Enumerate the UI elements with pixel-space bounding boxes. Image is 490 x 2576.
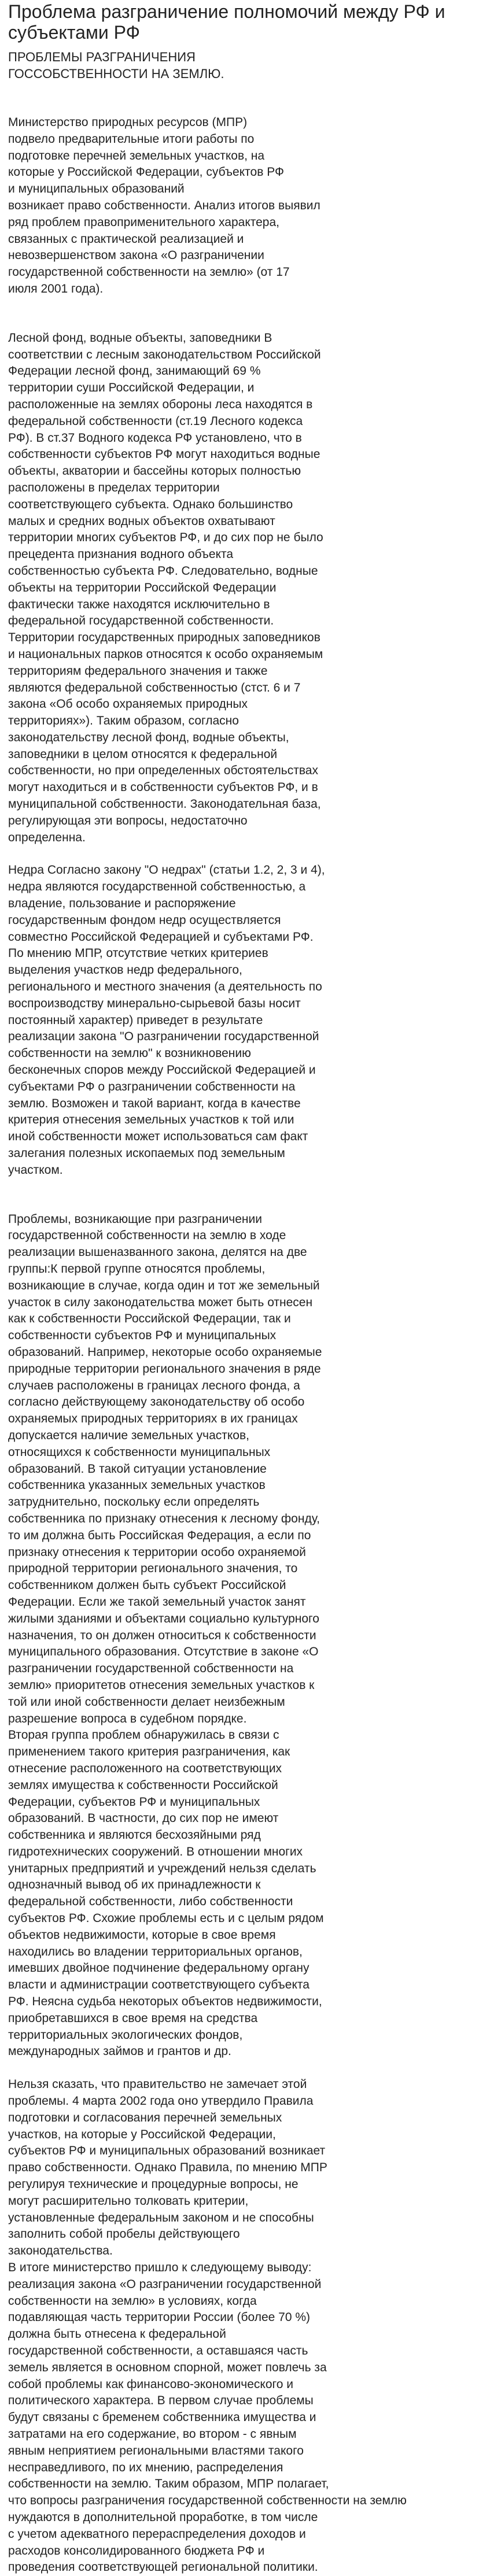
- spacer: [8, 82, 490, 98]
- article-subtitle: ПРОБЛЕМЫ РАЗГРАНИЧЕНИЯ ГОССОБСТВЕННОСТИ НА ЗЕМЛЮ.: [8, 50, 224, 81]
- paragraph-problem-groups: Проблемы, возникающие при разграничении государственной собственности на землю в ходе реализации вышеназванного закона, делятся на две группы:К первой группе относятся проблемы, возникающие в случае, когда один и тот же земельный участок в силу законодательства может быть отнесен как к собственности Российской Федерации, так и собственности субъектов РФ и муниципальных образований. Например, некоторые особо охраняемые природные территории регионального значения в ряде случаев расположены в границах лесного фонда, а согласно действующему законодательству об особо охраняемых природных территориях в их границах допускается наличие земельных участков, относящихся к собственности муниципальных образований. В такой ситуации установление собственника указанных земельных участков затруднительно, поскольку если определять собственника по признаку отнесения к лесному фонду, то им должна быть Российская Федерация, а если по признаку отнесения к территории особо охраняемой природной территории регионального значения, то собственником должен быть субъект Российской Федерации. Если же такой земельный участок занят жилыми зданиями и объектами социально культурного назначения, то он должен относиться к собственности муниципального образования. Отсутствие в законе «О разграничении государственной собственности на землю» приоритетов отнесения земельных участков к той или иной собственности делает неизбежным разрешение вопроса в судебном порядке. Вторая группа проблем обнаружилась в связи с применением такого критерия разграничения, как отнесение расположенного на соответствующих землях имущества к собственности Российской Федерации, субъектов РФ и муниципальных образований. В частности, до сих пор не имеют собственника и являются бесхозяйными ряд гидротехнических сооружений. В отношении многих унитарных предприятий и учреждений нельзя сделать однозначный вывод об их принадлежности к федеральной собственности, либо собственности субъектов РФ. Схожие проблемы есть и с целым рядом объектов недвижимости, которые в свое время находились во владении территориальных органов, имевших двойное подчинение федеральному органу власти и администрации соответствующего субъекта РФ. Неясна судьба некоторых объектов недвижимости, приобретавшихся в свое время на средства территориальных экологических фондов, международных займов и грантов и др.: [8, 1212, 324, 2058]
- paragraph-subsoil: Недра Согласно закону "О недрах" (статьи 1.2, 2, 3 и 4), недра являются государственной собственностью, а владение, пользование и распоряжение государственным фондом недр осуществляется совместно Российской Федерацией и субъектами РФ. По мнению МПР, отсутствие четких критериев выделения участков недр федерального, регионального и местного значения (а деятельность по воспроизводству минерально-сырьевой базы носит постоянный характер) приведет в результате реализации закона "О разграничении государственной собственности на землю" к возникновению бесконечных споров между Российской Федерацией и субъектами РФ о разграничении собственности на землю. Возможен и такой вариант, когда в качестве критерия отнесения земельных участков к той или иной собственности может использоваться сам факт залегания полезных ископаемых под земельным участком.: [8, 863, 325, 1177]
- spacer: [8, 98, 490, 114]
- spacer: [8, 1179, 490, 1195]
- spacer: [8, 314, 490, 330]
- spacer: [8, 298, 490, 314]
- paragraph-conclusion: Нельзя сказать, что правительство не замечает этой проблемы. 4 марта 2002 года оно утвердило Правила подготовки и согласования перечней земельных участков, на которые у Российской Федерации, субъектов РФ и муниципальных образований возникает право собственности. Однако Правила, по мнению МПР регулируя технические и процедурные вопросы, не могут расширительно толковать критерии, установленные федеральным законом и не способны заполнить собой пробелы действующего законодательства. В итоге министерство пришло к следующему выводу: реализация закона «О разграничении государственной собственности на землю» в условиях, когда подавляющая часть территории России (более 70 %) должна быть отнесена к федеральной государственной собственности, а оставшаяся часть земель является в основном спорной, может повлечь за собой проблемы как финансово-экономического и политического характера. В первом случае проблемы будут связаны с бременем собственника имущества и затратами на его содержание, во втором - с явным явным неприятием региональными властями такого несправедливого, по их мнению, распределения собственности на землю. Таким образом, МПР полагает, что вопросы разграничения государственной собственности на землю нуждаются в дополнительной проработке, в том числе с учетом адекватного перераспределения доходов и расходов консолидированного бюджета РФ и проведения соответствующей региональной политики.: [8, 2078, 407, 2574]
- spacer: [8, 846, 490, 862]
- spacer: [8, 1195, 490, 1211]
- paragraph-intro: Министерство природных ресурсов (МПР) подвело предварительные итоги работы по подготовке перечней земельных участков, на которые у Российской Федерации, субъектов РФ и муниципальных образований возникает право собственности. Анализ итогов выявил ряд проблем правоприменительного характера, связанных с практической реализацией и невозвершенством закона «О разграничении государственной собственности на землю» (от 17 июля 2001 года).: [8, 116, 320, 295]
- page-title: Проблема разграничение полномочий между РФ и субъектами РФ: [8, 1, 445, 43]
- paragraph-forest-water: Лесной фонд, водные объекты, заповедники В соответствии с лесным законодательством Российской Федерации лесной фонд, занимающий 69 % территории суши Российской Федерации, и расположенные на землях обороны леса находятся в федеральной собственности (ст.19 Лесного кодекса РФ). В ст.37 Водного кодекса РФ установлено, что в собственности субъектов РФ могут находиться водные объекты, акватории и бассейны которых полностью расположены в пределах территории соответствующего субъекта. Однако большинство малых и средних водных объектов охватывают территории многих субъектов РФ, и до сих пор не было прецедента признания водного объекта собственностью субъекта РФ. Следовательно, водные объекты на территории Российской Федерации фактически также находятся исключительно в федеральной государственной собственности. Территории государственных природных заповедников и национальных парков относятся к особо охраняемым территориям федерального значения и также являются федеральной собственностью (стст. 6 и 7 закона «Об особо охраняемых природных территориях»). Таким образом, согласно законодательству лесной фонд, водные объекты, заповедники в целом относятся к федеральной собственности, но при определенных обстоятельствах могут находиться и в собственности субъектов РФ, и в муниципальной собственности. Законодательная база, регулирующая эти вопросы, недостаточно определенна.: [8, 331, 323, 844]
- spacer: [8, 2060, 490, 2076]
